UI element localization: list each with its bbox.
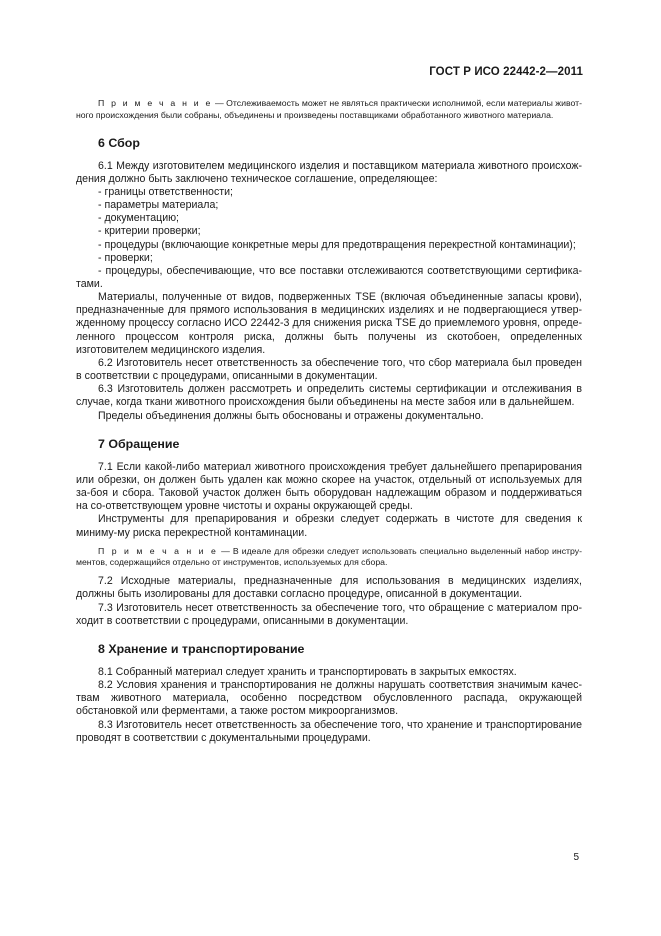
section-8-title: 8 Хранение и транспортирование [98,641,305,656]
list-item: - критерии проверки; [98,225,201,238]
page-content [76,98,582,745]
note-label: П р и м е ч а н и е [98,98,213,108]
list-item: - документацию; [98,212,179,225]
paragraph-6-1: 6.1 Между изготовителем медицинского изделия и поставщиком материала животного происхож-дения должно быть заключено техническое соглашение, определяющее: [76,159,582,185]
note-text: — Отслеживаемость может не являться практически исполнимой, если материалы живот-ного происхождения были собраны, объединены и произведены поставщиками обработанного животного материала. [76,98,582,120]
paragraph-6-3-limits: Пределы объединения должны быть обоснованы и отражены документально. [98,409,484,422]
note-trimming [76,546,582,570]
paragraph-6-tse: Материалы, полученные от видов, подверженных TSE (включая объединенные запасы крови), предназначенные для прямого использования в медицинских изделиях и не подвергающиеся утвер-жденному процессу согласно ИСО 22442-3 для снижения риска TSE до приемлемого уровня, опреде-ленного процессом контроля риска, должны быть получены из скотобоен, определенных изготовителем медицинского изделия. [76,291,582,356]
paragraph-7-3: 7.3 Изготовитель несет ответственность за обеспечение того, что обращение с материалом про-ходит в соответствии с процедурами, описанными в документации. [76,601,582,627]
list-item: - границы ответственности; [98,185,233,198]
note-text: — В идеале для обрезки следует использовать специально выделенный набор инстру-ментов, содержащийся отдельно от инструментов, используемых для сбора. [76,545,582,568]
note-traceability [76,98,582,122]
section-6-title: 6 Сбор [98,135,140,150]
section-7-title: 7 Обращение [98,436,180,451]
paragraph-8-2: 8.2 Условия хранения и транспортирования не должны нарушать соответствия значимым качес-твам животного материала, особенно посредством обусловленного распада, окружающей обстановкой или ферментами, а также ростом микроорганизмов. [76,679,582,718]
paragraph-7-2: 7.2 Исходные материалы, предназначенные для использования в медицинских изделиях, должны быть изолированы для доставки согласно процедуре, описанной в документации. [76,575,582,601]
note-label: П р и м е ч а н и е [98,545,219,556]
list-item: - параметры материала; [98,199,219,212]
paragraph-6-3: 6.3 Изготовитель должен рассмотреть и определить системы сертификации и отслеживания в случае, когда ткани животного происхождения были объединены на месте забоя или в дальнейшем. [76,383,582,409]
standard-designation: ГОСТ Р ИСО 22442-2—2011 [429,66,583,78]
list-item: - процедуры, обеспечивающие, что все поставки отслеживаются соответствующими сертифика-тами. [76,264,582,290]
paragraph-7-1: 7.1 Если какой-либо материал животного происхождения требует дальнейшего препарирования или обрезки, он должен быть удален как можно скорее на участок, отдельный от используемых для за-боя и сбора. Таковой участок должен быть оборудован надлежащим образом и поддерживаться на со-ответствующем уровне чистоты и охраны окружающей среды. [76,460,582,513]
paragraph-8-3: 8.3 Изготовитель несет ответственность за обеспечение того, что хранение и транспортирование проводят в соответствии с документальными процедурами. [76,718,582,744]
page-number: 5 [573,852,579,863]
paragraph-7-1-tools: Инструменты для препарирования и обрезки следует содержать в чистоте для сведения к миниму-му риска перекрестной контаминации. [76,513,582,539]
list-item: - процедуры (включающие конкретные меры для предотвращения перекрестной контаминации); [98,238,576,251]
paragraph-6-2: 6.2 Изготовитель несет ответственность за обеспечение того, что сбор материала был проведен в соответствии с процедурами, описанными в документации. [76,356,582,383]
list-item: - проверки; [98,251,153,264]
paragraph-8-1: 8.1 Собранный материал следует хранить и транспортировать в закрытых емкостях. [98,665,517,678]
